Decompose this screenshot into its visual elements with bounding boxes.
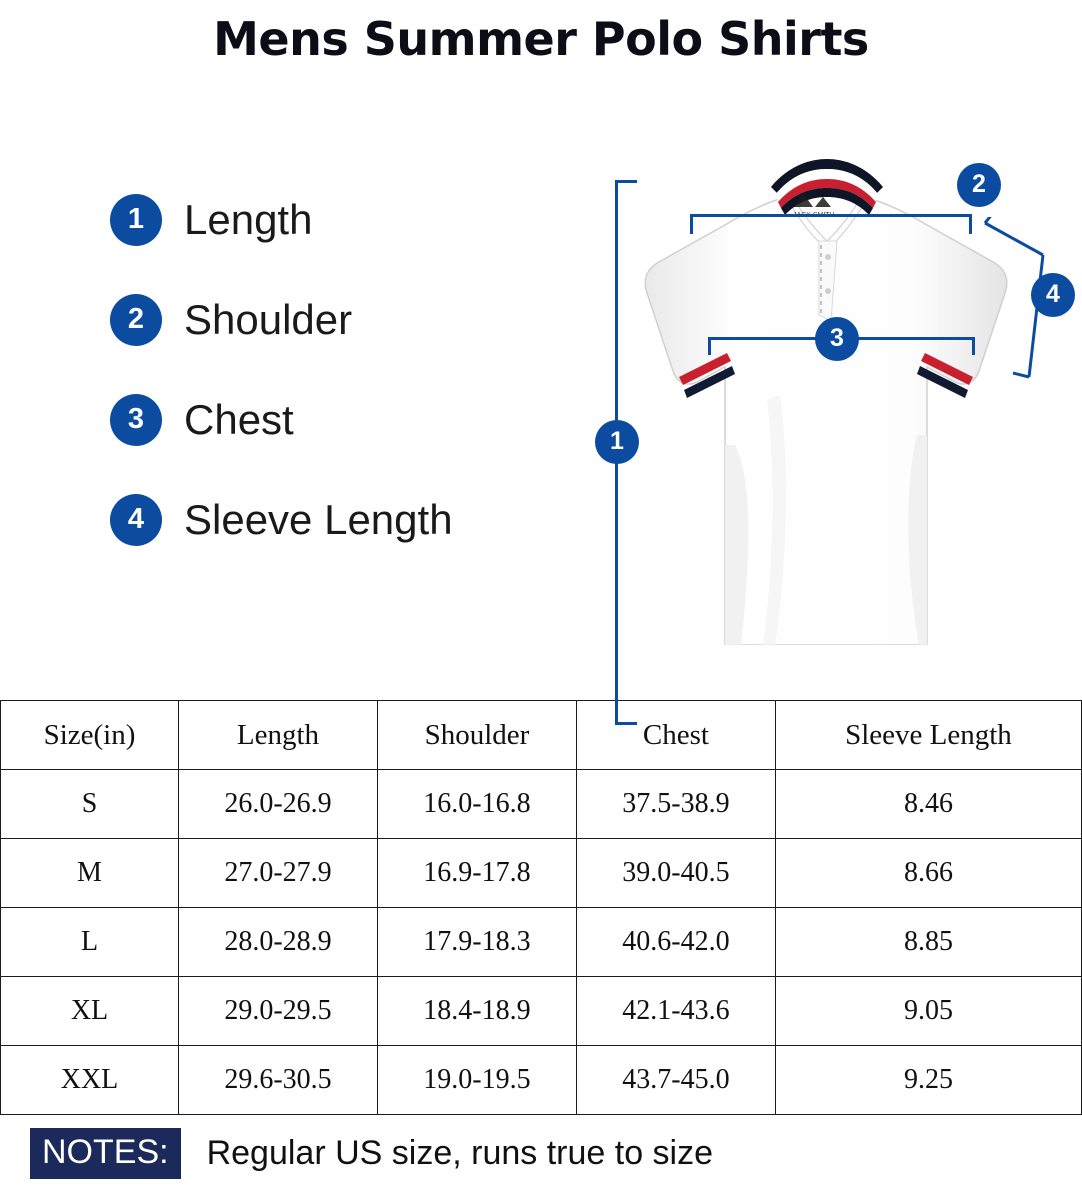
legend-list [110,170,540,570]
legend-label-2: Shoulder [184,295,353,343]
cell-length: 28.0-28.9 [179,908,378,977]
legend-badge-2: 2 [110,294,162,346]
diagram-area [0,65,1082,655]
cell-shoulder: 18.4-18.9 [377,977,576,1046]
notes-tag: NOTES: [30,1128,181,1179]
length-rule-bottom-cap [615,722,637,725]
cell-size: S [1,770,179,839]
legend-badge-4: 4 [110,494,162,546]
cell-length: 29.0-29.5 [179,977,378,1046]
th-length: Length [179,701,378,770]
table-header-row [1,701,1082,770]
cell-sleeve-length: 9.25 [775,1046,1081,1115]
shoulder-marker-badge: 2 [957,163,1001,207]
page-title: Mens Summer Polo Shirts [213,12,869,66]
shoulder-rule-right-cap [969,214,972,234]
cell-length: 26.0-26.9 [179,770,378,839]
cell-chest: 43.7-45.0 [576,1046,775,1115]
th-sleeve-length: Sleeve Length [775,701,1081,770]
notes-bar [30,1128,713,1179]
cell-chest: 42.1-43.6 [576,977,775,1046]
length-rule-top-cap [615,180,637,183]
polo-shirt-illustration [575,145,1075,645]
th-size: Size(in) [1,701,179,770]
chest-marker-badge: 3 [815,317,859,361]
th-chest: Chest [576,701,775,770]
cell-size: M [1,839,179,908]
cell-sleeve-length: 8.46 [775,770,1081,839]
cell-size: XL [1,977,179,1046]
table-row [1,908,1082,977]
size-chart-table [0,700,1082,1115]
cell-chest: 39.0-40.5 [576,839,775,908]
table-row [1,1046,1082,1115]
table-row [1,977,1082,1046]
legend-item-chest [110,370,540,470]
cell-shoulder: 17.9-18.3 [377,908,576,977]
shoulder-rule [690,214,972,217]
legend-label-4: Sleeve Length [184,495,453,543]
cell-size: XXL [1,1046,179,1115]
sleeve-length-marker-badge: 4 [1031,273,1075,317]
legend-item-shoulder [110,270,540,370]
legend-label-1: Length [184,195,313,243]
cell-chest: 40.6-42.0 [576,908,775,977]
cell-length: 27.0-27.9 [179,839,378,908]
length-marker-badge: 1 [595,420,639,464]
notes-text: Regular US size, runs true to size [206,1134,714,1173]
legend-badge-3: 3 [110,394,162,446]
cell-shoulder: 16.9-17.8 [377,839,576,908]
table-row [1,770,1082,839]
chest-rule-left-cap [708,337,711,355]
legend-label-3: Chest [184,395,294,443]
cell-sleeve-length: 8.85 [775,908,1081,977]
legend-item-sleeve-length [110,470,540,570]
cell-shoulder: 16.0-16.8 [377,770,576,839]
cell-sleeve-length: 8.66 [775,839,1081,908]
table-row [1,839,1082,908]
cell-shoulder: 19.0-19.5 [377,1046,576,1115]
th-shoulder: Shoulder [377,701,576,770]
cell-sleeve-length: 9.05 [775,977,1081,1046]
cell-chest: 37.5-38.9 [576,770,775,839]
legend-item-length [110,170,540,270]
cell-size: L [1,908,179,977]
cell-length: 29.6-30.5 [179,1046,378,1115]
legend-badge-1: 1 [110,194,162,246]
shoulder-rule-left-cap [690,214,693,234]
size-table-wrapper [0,700,1082,1115]
